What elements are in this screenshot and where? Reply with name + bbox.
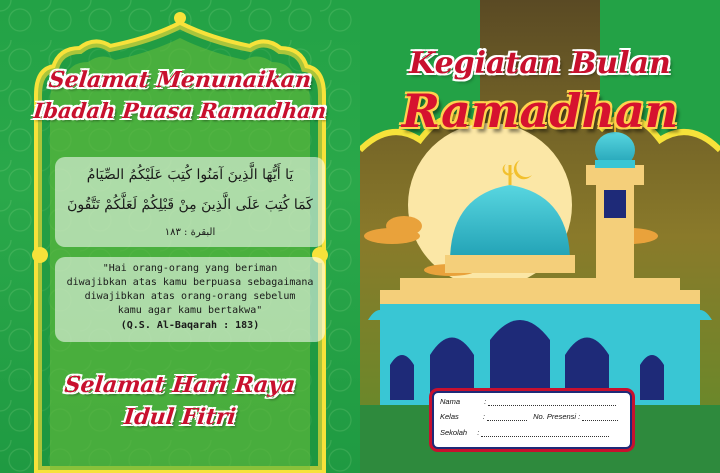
kelas-separator: : bbox=[482, 412, 485, 421]
form-row-kelas bbox=[440, 412, 618, 421]
arabic-verse-line-1: يَا أَيُّهَا الَّذِينَ آمَنُوا كُتِبَ عَلَيْكُمُ الصِّيَامُ bbox=[86, 167, 294, 183]
form-row-nama bbox=[440, 397, 616, 406]
presensi-input[interactable] bbox=[582, 414, 618, 421]
closing-line-1: Selamat Hari Raya bbox=[63, 372, 297, 398]
translation-reference: (Q.S. Al-Baqarah : 183) bbox=[120, 320, 260, 331]
quran-verse-box bbox=[55, 157, 325, 247]
cover-title-line-2: Ramadhan bbox=[401, 84, 679, 138]
student-info-form bbox=[432, 391, 628, 445]
nama-separator: : bbox=[484, 397, 487, 406]
sekolah-label: Sekolah bbox=[440, 428, 468, 437]
presensi-label: No. Presensi bbox=[533, 412, 577, 421]
form-row-sekolah bbox=[440, 428, 609, 437]
kelas-label: Kelas bbox=[440, 412, 459, 421]
nama-label: Nama bbox=[440, 397, 461, 406]
kelas-input[interactable] bbox=[487, 414, 527, 421]
arabic-verse-line-2: كَمَا كُتِبَ عَلَى الَّذِينَ مِنْ قَبْلِكُمْ لَعَلَّكُمْ تَتَّقُونَ bbox=[67, 197, 313, 213]
presensi-separator: : bbox=[578, 412, 581, 421]
translation-line-2: diwajibkan atas kamu berpuasa sebagaimana bbox=[66, 277, 314, 288]
cover-title-line-1: Kegiatan Bulan bbox=[409, 46, 671, 81]
closing-line-2: Idul Fitri bbox=[122, 404, 238, 430]
sekolah-input[interactable] bbox=[481, 430, 609, 437]
translation-line-4: kamu agar kamu bertakwa" bbox=[117, 305, 263, 316]
arabic-verse-reference: البقرة : ١٨٣ bbox=[164, 227, 216, 238]
translation-box bbox=[55, 257, 325, 342]
greeting-line-1: Selamat Menunaikan bbox=[47, 67, 313, 93]
translation-line-3: diwajibkan atas orang-orang sebelum bbox=[84, 291, 296, 302]
greeting-line-2: Ibadah Puasa Ramadhan bbox=[32, 98, 328, 123]
sekolah-separator: : bbox=[477, 428, 480, 437]
translation-line-1: "Hai orang-orang yang beriman bbox=[102, 263, 278, 274]
nama-input[interactable] bbox=[488, 399, 616, 406]
